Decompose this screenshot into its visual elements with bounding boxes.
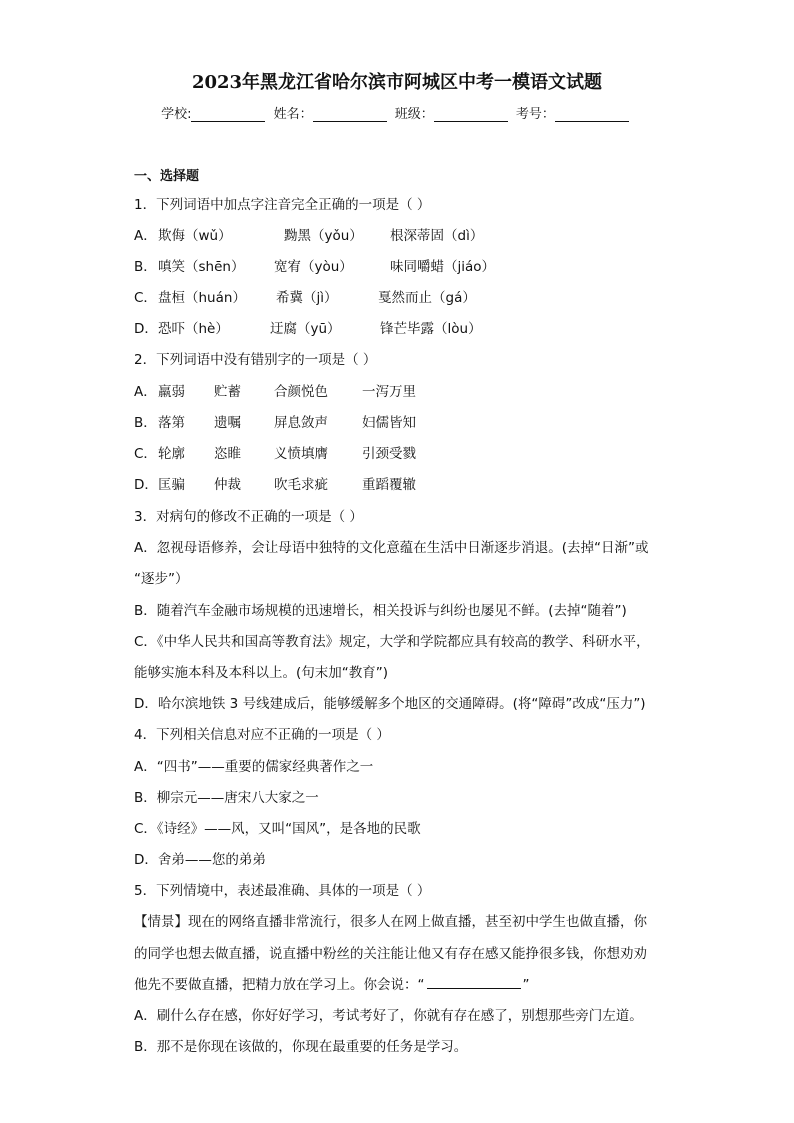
page-title: 2023年黑龙江省哈尔滨市阿城区中考一模语文试题 (191, 72, 603, 93)
q4-option-c: C．《诗经》——风，又叫“国风”，是各地的民歌 (134, 821, 421, 837)
q2-stem: 2．下列词语中没有错别字的一项是（ ） (134, 352, 377, 368)
q1-option-d: D．恐吓（hè） 迂腐（yū） 锋芒毕露（lòu） (134, 321, 482, 337)
q4-option-b: B．柳宗元——唐宋八大家之一 (134, 790, 319, 806)
student-info-row (0, 103, 794, 122)
q3-option-d: D．哈尔滨地铁 3 号线建成后，能够缓解多个地区的交通障碍。(将“障碍”改成“压力”) (134, 696, 646, 712)
q3-option-a: A．忽视母语修养，会让母语中独特的文化意蕴在生活中日渐逐步消退。(去掉“日渐”或 (134, 540, 649, 556)
q2-option-a: A．羸弱 贮蓄 合颜悦色 一泻万里 (134, 384, 416, 400)
id-blank[interactable] (555, 108, 629, 122)
q1-option-c: C．盘桓（huán） 希冀（jì） 戛然而止（gá） (134, 290, 476, 306)
q3-option-c: C．《中华人民共和国高等教育法》规定，大学和学院都应具有较高的教学、科研水平， (134, 634, 650, 650)
school-blank[interactable] (191, 108, 265, 122)
q3-stem: 3．对病句的修改不正确的一项是（ ） (134, 509, 363, 525)
section-heading: 一、选择题 (134, 169, 200, 184)
q5-context-line1: 【情景】现在的网络直播非常流行，很多人在网上做直播，甚至初中学生也做直播，你 (134, 914, 647, 930)
q5-context-line3: 他先不要做直播，把精力放在学习上。你会说：“ ” (134, 977, 530, 993)
name-blank[interactable] (313, 108, 387, 122)
q1-option-a: A．欺侮（wǔ） 黝黑（yǒu） 根深蒂固（dì） (134, 228, 484, 244)
school-label: 学校: (161, 107, 192, 122)
q1-option-b: B．嗔笑（shēn） 宽宥（yòu） 味同嚼蜡（jiáo） (134, 259, 496, 275)
name-label: 姓名： (273, 107, 313, 122)
q2-option-b: B．落第 遗嘱 屏息敛声 妇儒皆知 (134, 415, 416, 431)
class-label: 班级： (394, 107, 434, 122)
q3-option-a-cont: “逐步”） (134, 571, 189, 587)
q4-stem: 4．下列相关信息对应不正确的一项是（ ） (134, 727, 390, 743)
answer-blank[interactable] (427, 976, 521, 989)
q1-stem: 1．下列词语中加点字注音完全正确的一项是（ ） (134, 197, 431, 213)
q2-option-d: D．匡骗 仲裁 吹毛求疵 重蹈覆辙 (134, 477, 416, 493)
q5-option-a: A．刷什么存在感，你好好学习，考试考好了，你就有存在感了，别想那些旁门左道。 (134, 1008, 643, 1024)
class-blank[interactable] (434, 108, 508, 122)
q5-option-b: B．那不是你现在该做的，你现在最重要的任务是学习。 (134, 1039, 468, 1055)
q2-option-c: C．轮廓 恣睢 义愤填膺 引颈受戮 (134, 446, 416, 462)
q4-option-d: D．舍弟——您的弟弟 (134, 852, 266, 868)
q4-option-a: A．“四书”——重要的儒家经典著作之一 (134, 759, 374, 775)
q5-stem: 5．下列情境中，表述最准确、具体的一项是（ ） (134, 883, 431, 899)
id-label: 考号： (515, 107, 555, 122)
q3-option-b: B．随着汽车金融市场规模的迅速增长，相关投诉与纠纷也屡见不鲜。(去掉“随着”) (134, 603, 627, 619)
q5-context-line2: 的同学也想去做直播，说直播中粉丝的关注能让他又有存在感又能挣很多钱，你想劝劝 (134, 946, 647, 962)
q3-option-c-cont: 能够实施本科及本科以上。(句末加“教育”) (134, 665, 389, 681)
